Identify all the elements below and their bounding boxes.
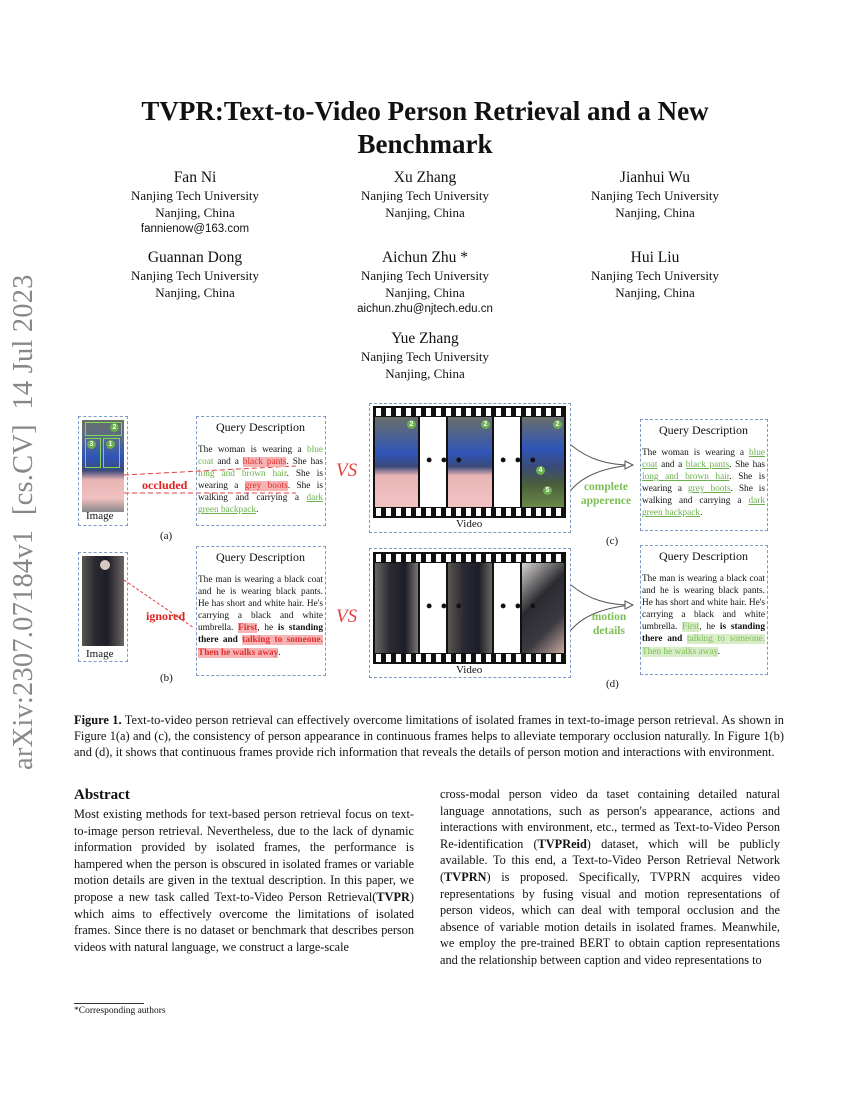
marker-2: 2 (407, 420, 416, 429)
author-affiliation: Nanjing Tech University (360, 349, 490, 364)
author-name: Jianhui Wu (619, 169, 691, 186)
tvpreid-acronym: TVPReid (537, 836, 587, 851)
occluded-label: occluded (142, 478, 188, 492)
author-xu-zhang (310, 168, 540, 221)
query-description-a (198, 417, 323, 517)
text: details (593, 625, 625, 637)
tvpreid-expanded: Text-to-Video Person Re-identification (440, 820, 781, 851)
text: is proposed. Specifically, TVPRN acquires video representations by fusing visual and motion representations of person videos, which can deal with temporal occlusion and the absence of variable motion details in isolated frames. Meanwhile, we employ the pre-trained BERT to obtain caption representations and the relationship between caption and video representations to (440, 869, 780, 967)
author-yue-zhang (310, 329, 540, 382)
abstract-heading: Abstract (74, 787, 130, 803)
text: The man is wearing a black coat and he is wearing black pants. He has short and white hair. He's carrying a black and white umbrella. (198, 575, 323, 634)
tvprn-acronym: TVPRN (444, 869, 487, 884)
author-name: Aichun Zhu * (381, 249, 469, 266)
text: cross-modal person video da taset containing detailed natural language annotations, such as person's appearance, actions and interactions with environment, etc., termed as (440, 787, 780, 835)
query-description-d (642, 546, 765, 658)
figure-1 (74, 400, 784, 700)
author-affiliation: Nanjing Tech University (360, 188, 490, 203)
paper-title: TVPR:Text-to-Video Person Retrieval and a New Benchmark (141, 96, 709, 159)
panel-label-b: (b) (160, 672, 173, 684)
text: . (278, 647, 281, 658)
text: . (256, 505, 259, 516)
first-phrase: First (238, 623, 258, 634)
image-label: Image (86, 510, 114, 522)
text: complete (583, 481, 629, 493)
text: which aims to effectively overcome the limitations of isolated frames. Since there is no dataset or benchmark that describes person videos with natural language, we construct a large-scale (74, 906, 414, 954)
text: The woman is wearing a (198, 445, 307, 455)
author-name: Guannan Dong (147, 249, 243, 266)
marker-4: 4 (536, 466, 545, 475)
video-frame (375, 563, 418, 653)
marker-3: 3 (87, 440, 96, 449)
author-jianhui-wu (540, 168, 770, 221)
person-photo-occluded (82, 420, 124, 512)
text: . She is walking and carrying a (198, 481, 323, 504)
author-location: Nanjing, China (385, 205, 465, 220)
text: . She is wearing a (642, 472, 765, 495)
text: and a (657, 460, 686, 471)
author-affiliation: Nanjing Tech University (590, 268, 720, 283)
marker-2: 2 (110, 423, 119, 432)
query-description-c (642, 420, 765, 520)
author-location: Nanjing, China (155, 205, 235, 220)
film-holes (373, 654, 566, 662)
author-location: Nanjing, China (615, 285, 695, 300)
query-title: Query Description (659, 549, 748, 563)
query-description-b (198, 547, 323, 659)
author-email[interactable]: fannienow@163.com (140, 223, 250, 235)
marker-2: 2 (553, 420, 562, 429)
text: dataset, which will be publicly available. To this end, a (440, 836, 780, 868)
text: , he (257, 623, 278, 634)
author-affiliation: Nanjing Tech University (130, 268, 260, 283)
text: The man is wearing a black coat and he is wearing black pants. He has short and white hair. He's carrying a black and white umbrella. (642, 574, 765, 633)
author-aichun-zhu (310, 248, 540, 318)
complete-appearance-label (571, 480, 641, 508)
video-label: Video (456, 664, 483, 676)
text: . She is walking and carrying a (642, 484, 765, 507)
author-hui-liu (540, 248, 770, 301)
tvprn-expanded: Text-to-Video Person Retrieval Network (572, 853, 780, 868)
ellipsis: • • • (426, 450, 464, 470)
text: . She is wearing a (198, 469, 323, 492)
person-photo-man (82, 556, 124, 646)
text: , he (699, 622, 720, 633)
author-location: Nanjing, China (385, 285, 465, 300)
ellipsis: • • • (426, 596, 464, 616)
author-name: Yue Zhang (391, 330, 459, 347)
ignored-line (124, 578, 204, 638)
author-email[interactable]: aichun.zhu@njtech.edu.cn (357, 303, 493, 315)
author-name: Xu Zhang (393, 169, 457, 186)
text: . (700, 508, 703, 519)
hair-phrase: long and brown hair (642, 472, 730, 483)
text: and a (213, 457, 243, 468)
abstract-right-column: cross-modal person video da taset containing detailed natural language annotations, such as person's appearance, actions and interactions with environment, etc., termed as Text-to-Video Person Re-identification (TVPReid) dataset, which will be publicly available. To this end, a Text-to-Video Person Retrieval Network (TVPRN) is proposed. Specifically, TVPRN acquires video representations by fusing visual and motion representations of person videos, which can deal with temporal occlusion and the absence of variable motion details in isolated frames. Meanwhile, we employ the pre-trained BERT to obtain caption representations and the relationship between caption and video representations to (440, 787, 781, 967)
marker-5: 5 (543, 486, 552, 495)
black-pants-phrase: black pants (685, 460, 730, 471)
hair-phrase: long and brown hair (198, 469, 287, 480)
author-name: Hui Liu (630, 249, 680, 266)
film-holes (373, 508, 566, 516)
first-phrase: First (682, 622, 700, 633)
video-frame (375, 417, 418, 507)
vs-label-top: VS (336, 460, 358, 481)
abstract-left-column: Abstract Most existing methods for text-based person retrieval focus on text-to-image person retrieval. Nevertheless, due to the lack of dynamic information provided by isolated frames, the performance is hampered when the person is obscured in isolated frames or variable motion details are given in the textual description. In this paper, we propose a new task called Text-to-Video Person Retrieval(TVPR) which aims to effectively overcome the limitations of isolated frames. Since there is no dataset or benchmark that describes person videos with natural language, we construct a large-scale (74, 787, 414, 954)
text: Most existing methods for text-based person retrieval focus on text-to-image person retrieval. Nevertheless, due to the lack of dynamic information provided by isolated frames, the performance is hampered when the person is obscured in isolated frames or variable motion details are given in the textual description. In this paper, we propose a new task called (74, 807, 414, 904)
author-affiliation: Nanjing Tech University (360, 268, 490, 283)
author-name: Fan Ni (173, 169, 217, 186)
marker-2: 2 (481, 420, 490, 429)
talking-phrase: talking to someone. Then he walks away (198, 635, 324, 658)
tvpr-acronym: TVPR (376, 889, 410, 904)
panel-label-d: (d) (606, 678, 619, 690)
query-title: Query Description (216, 550, 305, 564)
person-head (100, 560, 110, 570)
ellipsis: • • • (500, 596, 538, 616)
author-affiliation: Nanjing Tech University (130, 188, 260, 203)
marker-1: 1 (106, 440, 115, 449)
author-guannan-dong (80, 248, 310, 301)
author-fan-ni (80, 168, 310, 238)
film-holes (373, 554, 566, 562)
image-label: Image (86, 648, 114, 660)
footnote: *Corresponding authors (74, 1006, 166, 1016)
author-location: Nanjing, China (155, 285, 235, 300)
black-pants-phrase: black pants (242, 457, 287, 468)
query-title: Query Description (659, 423, 748, 437)
blue-coat-phrase: blue coat (642, 448, 765, 471)
backpack-phrase: dark green backpack (198, 493, 323, 516)
author-affiliation: Nanjing Tech University (590, 188, 720, 203)
text: . (717, 646, 720, 657)
vs-label-bottom: VS (336, 606, 358, 627)
backpack-phrase: dark green backpack (642, 496, 765, 519)
tvpr-expanded: Text-to-Video Person Retrieval (214, 889, 373, 904)
boots-phrase: grey boots (244, 481, 288, 492)
text: The woman is wearing a (642, 448, 749, 458)
text: is standing there and (198, 623, 324, 646)
figure-caption (74, 712, 784, 760)
boots-phrase: grey boots (687, 484, 731, 495)
ellipsis: • • • (500, 450, 538, 470)
motion-details-label (579, 610, 639, 638)
blue-coat-phrase: blue coat (198, 445, 323, 468)
video-label: Video (456, 518, 483, 530)
text: motion (591, 611, 627, 623)
text: apperence (580, 495, 632, 507)
film-holes (373, 408, 566, 416)
panel-label-c: (c) (606, 535, 619, 547)
author-location: Nanjing, China (385, 366, 465, 381)
query-title: Query Description (216, 420, 305, 434)
ignored-label: ignored (146, 609, 186, 623)
text: is standing there and (642, 622, 765, 645)
caption-label: Figure 1. (74, 713, 122, 727)
author-location: Nanjing, China (615, 205, 695, 220)
footnote-rule (74, 1003, 144, 1004)
caption-text: Text-to-video person retrieval can effectively overcome limitations of isolated frames in text-to-image person retrieval. As shown in Figure 1(a) and (c), the consistency of person appearance in continuous frames helps to alleviate temporary occlusion naturally. In Figure 1(b) and (d), it shows that continuous frames provide rich information that reveals the details of person motion and interactions with environment. (74, 713, 784, 759)
text: . She has (729, 460, 765, 471)
talking-phrase: talking to someone. Then he walks away (642, 634, 766, 657)
panel-label-a: (a) (160, 530, 173, 542)
arxiv-stamp: arXiv:2307.07184v1 [cs.CV] 14 Jul 2023 (8, 274, 39, 770)
text: . She has (286, 457, 323, 468)
